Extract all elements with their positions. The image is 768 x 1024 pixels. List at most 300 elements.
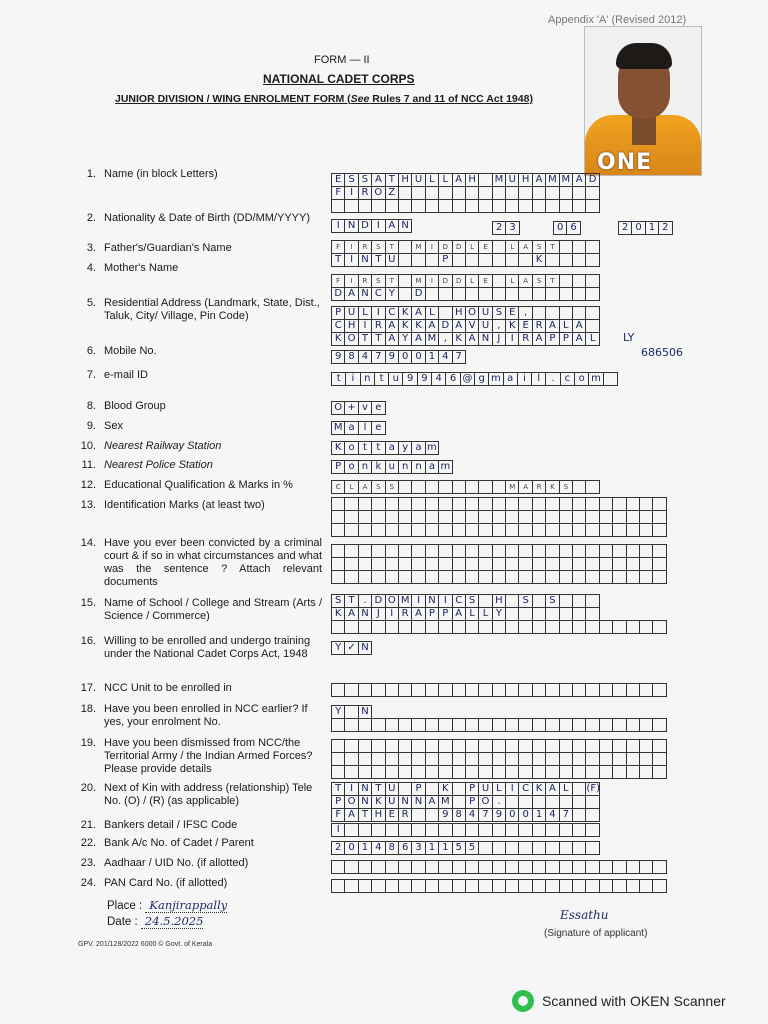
char-box[interactable] (612, 497, 626, 511)
char-box[interactable] (425, 570, 439, 584)
char-box[interactable] (559, 841, 573, 855)
char-box[interactable]: T (371, 332, 385, 346)
char-box[interactable]: A (545, 319, 559, 333)
char-box[interactable] (585, 752, 599, 766)
char-box[interactable]: 3 (411, 841, 425, 855)
char-box[interactable]: S (465, 594, 479, 608)
char-box[interactable]: 9 (385, 350, 399, 364)
char-box[interactable] (585, 620, 599, 634)
char-box[interactable]: I (385, 607, 399, 621)
char-box[interactable]: I (344, 253, 358, 267)
char-box[interactable] (505, 841, 519, 855)
char-box[interactable]: E (478, 240, 492, 254)
char-box[interactable]: T (545, 274, 559, 288)
char-box[interactable] (612, 739, 626, 753)
char-box[interactable] (465, 480, 479, 494)
char-box[interactable]: m (438, 460, 452, 474)
char-box[interactable] (344, 523, 358, 537)
char-box[interactable] (585, 497, 599, 511)
char-box[interactable] (465, 620, 479, 634)
char-box[interactable] (626, 739, 640, 753)
char-box[interactable] (572, 718, 586, 732)
char-box[interactable] (465, 523, 479, 537)
char-box[interactable]: , (438, 332, 452, 346)
char-box[interactable]: A (572, 173, 586, 187)
char-box[interactable] (358, 718, 372, 732)
char-box[interactable] (425, 480, 439, 494)
char-box[interactable]: @ (460, 372, 475, 386)
char-box[interactable] (639, 497, 653, 511)
char-box[interactable] (518, 607, 532, 621)
char-box[interactable]: S (532, 240, 546, 254)
char-box[interactable] (385, 497, 399, 511)
char-box[interactable] (532, 739, 546, 753)
char-box[interactable]: 4 (431, 372, 446, 386)
char-box[interactable]: H (398, 173, 412, 187)
char-box[interactable] (639, 510, 653, 524)
char-box[interactable] (559, 497, 573, 511)
char-box[interactable]: A (358, 480, 372, 494)
char-box[interactable] (478, 287, 492, 301)
char-box[interactable] (518, 497, 532, 511)
char-box[interactable]: S (518, 594, 532, 608)
char-box[interactable]: T (385, 173, 399, 187)
char-box[interactable] (532, 523, 546, 537)
char-box[interactable] (385, 718, 399, 732)
char-box[interactable]: A (518, 274, 532, 288)
char-box[interactable]: I (425, 240, 439, 254)
char-box[interactable]: K (532, 253, 546, 267)
char-box[interactable] (603, 372, 618, 386)
char-box[interactable] (331, 879, 345, 893)
char-box[interactable] (452, 782, 466, 796)
char-box[interactable] (411, 497, 425, 511)
char-box[interactable] (465, 752, 479, 766)
char-box[interactable] (452, 739, 466, 753)
char-box[interactable] (371, 860, 385, 874)
char-box[interactable]: R (532, 319, 546, 333)
char-box[interactable] (438, 186, 452, 200)
char-box[interactable]: I (344, 240, 358, 254)
char-box[interactable] (652, 570, 666, 584)
char-box[interactable]: P (331, 306, 345, 320)
char-box[interactable] (371, 557, 385, 571)
char-box[interactable]: A (532, 332, 546, 346)
char-box[interactable]: 7 (452, 350, 466, 364)
char-box[interactable]: F (331, 186, 345, 200)
char-box[interactable] (492, 739, 506, 753)
char-box[interactable] (532, 570, 546, 584)
char-box[interactable] (425, 879, 439, 893)
char-box[interactable] (545, 795, 559, 809)
char-box[interactable]: u (388, 372, 403, 386)
char-box[interactable]: 4 (371, 841, 385, 855)
char-box[interactable]: P (438, 253, 452, 267)
char-box[interactable] (626, 570, 640, 584)
char-box[interactable]: 7 (371, 350, 385, 364)
char-box[interactable] (626, 879, 640, 893)
char-box[interactable]: 2 (618, 221, 632, 235)
char-box[interactable] (358, 570, 372, 584)
char-box[interactable] (639, 718, 653, 732)
char-box[interactable]: c (560, 372, 575, 386)
char-box[interactable] (452, 823, 466, 837)
char-box[interactable] (452, 480, 466, 494)
char-box[interactable] (572, 510, 586, 524)
char-box[interactable] (585, 306, 599, 320)
char-box[interactable]: M (505, 480, 519, 494)
char-box[interactable] (532, 544, 546, 558)
char-box[interactable]: ✓ (344, 641, 358, 655)
char-box[interactable] (572, 557, 586, 571)
char-box[interactable] (465, 510, 479, 524)
char-box[interactable]: O (465, 306, 479, 320)
char-box[interactable]: H (371, 808, 385, 822)
char-box[interactable] (572, 570, 586, 584)
char-box[interactable]: T (371, 253, 385, 267)
char-box[interactable] (398, 240, 412, 254)
char-box[interactable] (559, 544, 573, 558)
char-box[interactable] (411, 253, 425, 267)
char-box[interactable]: M (411, 274, 425, 288)
char-box[interactable]: K (331, 332, 345, 346)
char-box[interactable] (344, 557, 358, 571)
char-box[interactable] (478, 480, 492, 494)
char-box[interactable] (398, 739, 412, 753)
char-box[interactable]: K (411, 319, 425, 333)
char-box[interactable]: e (371, 421, 385, 435)
char-box[interactable]: U (478, 782, 492, 796)
char-box[interactable] (599, 683, 613, 697)
char-box[interactable] (452, 510, 466, 524)
char-box[interactable] (652, 557, 666, 571)
char-box[interactable]: N (358, 795, 372, 809)
char-box[interactable] (411, 557, 425, 571)
char-box[interactable] (585, 240, 599, 254)
char-box[interactable] (585, 253, 599, 267)
char-box[interactable] (626, 752, 640, 766)
char-box[interactable] (532, 683, 546, 697)
char-box[interactable]: N (425, 594, 439, 608)
char-box[interactable] (505, 287, 519, 301)
char-box[interactable] (344, 510, 358, 524)
char-box[interactable]: t (358, 441, 372, 455)
char-box[interactable]: U (478, 306, 492, 320)
char-box[interactable] (398, 186, 412, 200)
char-box[interactable] (572, 795, 586, 809)
char-box[interactable] (344, 879, 358, 893)
char-box[interactable]: 0 (344, 841, 358, 855)
char-box[interactable]: D (452, 240, 466, 254)
place-value[interactable]: Kanjirappally (145, 898, 227, 913)
char-box[interactable]: 6 (566, 221, 580, 235)
char-box[interactable]: P (331, 460, 345, 474)
char-box[interactable] (545, 718, 559, 732)
char-box[interactable] (585, 765, 599, 779)
char-box[interactable]: 4 (358, 350, 372, 364)
char-box[interactable] (518, 544, 532, 558)
char-box[interactable] (385, 199, 399, 213)
char-box[interactable]: 0 (398, 350, 412, 364)
char-box[interactable]: Y (492, 607, 506, 621)
char-box[interactable] (518, 860, 532, 874)
char-box[interactable] (331, 497, 345, 511)
char-box[interactable]: U (344, 306, 358, 320)
char-box[interactable] (639, 879, 653, 893)
char-box[interactable]: A (452, 607, 466, 621)
char-box[interactable] (585, 879, 599, 893)
char-box[interactable] (572, 274, 586, 288)
char-box[interactable]: N (358, 287, 372, 301)
char-box[interactable] (545, 841, 559, 855)
char-box[interactable]: F (331, 274, 345, 288)
char-box[interactable] (425, 510, 439, 524)
char-box[interactable]: O (331, 401, 345, 415)
char-box[interactable] (371, 497, 385, 511)
char-box[interactable] (585, 683, 599, 697)
char-box[interactable] (518, 795, 532, 809)
char-box[interactable] (612, 523, 626, 537)
char-box[interactable]: A (344, 287, 358, 301)
char-box[interactable]: D (438, 319, 452, 333)
char-box[interactable] (559, 823, 573, 837)
char-box[interactable]: o (344, 441, 358, 455)
char-box[interactable] (478, 253, 492, 267)
char-box[interactable] (492, 274, 506, 288)
char-box[interactable] (585, 557, 599, 571)
char-box[interactable] (652, 765, 666, 779)
char-box[interactable] (518, 752, 532, 766)
char-box[interactable] (559, 795, 573, 809)
char-box[interactable] (438, 752, 452, 766)
char-box[interactable]: A (425, 795, 439, 809)
char-box[interactable] (532, 823, 546, 837)
char-box[interactable]: K (331, 441, 345, 455)
char-box[interactable] (505, 570, 519, 584)
char-box[interactable] (572, 620, 586, 634)
char-box[interactable] (452, 795, 466, 809)
char-box[interactable] (559, 620, 573, 634)
char-box[interactable] (438, 620, 452, 634)
char-box[interactable] (478, 570, 492, 584)
char-box[interactable]: 6 (445, 372, 460, 386)
char-box[interactable]: K (545, 480, 559, 494)
char-box[interactable]: S (492, 306, 506, 320)
char-box[interactable] (585, 186, 599, 200)
char-box[interactable] (398, 620, 412, 634)
char-box[interactable]: 5 (465, 841, 479, 855)
char-box[interactable]: o (574, 372, 589, 386)
char-box[interactable] (344, 718, 358, 732)
char-box[interactable] (452, 199, 466, 213)
char-box[interactable] (559, 718, 573, 732)
char-box[interactable]: R (358, 186, 372, 200)
char-box[interactable]: A (411, 332, 425, 346)
char-box[interactable] (518, 523, 532, 537)
char-box[interactable] (465, 739, 479, 753)
char-box[interactable] (532, 765, 546, 779)
char-box[interactable]: S (358, 173, 372, 187)
char-box[interactable] (344, 544, 358, 558)
char-box[interactable]: I (331, 823, 345, 837)
char-box[interactable]: L (425, 173, 439, 187)
char-box[interactable] (371, 765, 385, 779)
char-box[interactable] (599, 497, 613, 511)
char-box[interactable] (465, 497, 479, 511)
char-box[interactable]: Y (331, 641, 345, 655)
char-box[interactable] (532, 841, 546, 855)
char-box[interactable] (545, 523, 559, 537)
char-box[interactable] (505, 765, 519, 779)
char-box[interactable] (438, 860, 452, 874)
char-box[interactable]: S (371, 274, 385, 288)
char-box[interactable] (572, 497, 586, 511)
char-box[interactable] (652, 718, 666, 732)
char-box[interactable] (626, 860, 640, 874)
char-box[interactable]: A (532, 173, 546, 187)
char-box[interactable] (652, 497, 666, 511)
char-box[interactable] (478, 199, 492, 213)
char-box[interactable] (505, 199, 519, 213)
char-box[interactable]: S (385, 480, 399, 494)
char-box[interactable] (492, 557, 506, 571)
char-box[interactable] (398, 557, 412, 571)
char-box[interactable] (545, 607, 559, 621)
char-box[interactable] (492, 570, 506, 584)
char-box[interactable]: M (398, 594, 412, 608)
char-box[interactable]: L (465, 240, 479, 254)
char-box[interactable] (452, 879, 466, 893)
char-box[interactable]: L (344, 480, 358, 494)
char-box[interactable]: t (374, 372, 389, 386)
char-box[interactable] (572, 240, 586, 254)
char-box[interactable] (358, 739, 372, 753)
char-box[interactable]: 1 (425, 350, 439, 364)
char-box[interactable]: U (411, 173, 425, 187)
char-box[interactable]: a (411, 441, 425, 455)
char-box[interactable] (478, 186, 492, 200)
char-box[interactable]: T (545, 240, 559, 254)
char-box[interactable]: E (505, 306, 519, 320)
char-box[interactable]: T (385, 274, 399, 288)
char-box[interactable]: M (425, 332, 439, 346)
char-box[interactable] (612, 860, 626, 874)
char-box[interactable] (585, 795, 599, 809)
char-box[interactable]: L (559, 319, 573, 333)
char-box[interactable] (532, 557, 546, 571)
char-box[interactable]: I (371, 219, 385, 233)
char-box[interactable] (585, 480, 599, 494)
char-box[interactable] (331, 199, 345, 213)
char-box[interactable] (572, 253, 586, 267)
char-box[interactable]: L (438, 173, 452, 187)
char-box[interactable]: C (385, 306, 399, 320)
char-box[interactable]: K (398, 319, 412, 333)
char-box[interactable] (572, 739, 586, 753)
char-box[interactable] (518, 570, 532, 584)
char-box[interactable] (438, 544, 452, 558)
char-box[interactable] (492, 199, 506, 213)
char-box[interactable]: l (358, 421, 372, 435)
char-box[interactable] (532, 306, 546, 320)
char-box[interactable] (639, 683, 653, 697)
char-box[interactable]: N (358, 782, 372, 796)
char-box[interactable]: I (438, 594, 452, 608)
char-box[interactable] (478, 860, 492, 874)
char-box[interactable] (358, 557, 372, 571)
char-box[interactable] (452, 752, 466, 766)
char-box[interactable] (331, 718, 345, 732)
char-box[interactable]: m (588, 372, 603, 386)
char-box[interactable] (518, 879, 532, 893)
char-box[interactable] (438, 523, 452, 537)
char-box[interactable] (411, 186, 425, 200)
char-box[interactable]: I (411, 594, 425, 608)
char-box[interactable] (612, 544, 626, 558)
char-box[interactable] (532, 497, 546, 511)
char-box[interactable] (639, 860, 653, 874)
char-box[interactable] (612, 557, 626, 571)
char-box[interactable]: L (465, 274, 479, 288)
char-box[interactable]: U (505, 173, 519, 187)
char-box[interactable]: E (478, 274, 492, 288)
char-box[interactable] (385, 739, 399, 753)
char-box[interactable]: 9 (417, 372, 432, 386)
char-box[interactable]: T (344, 594, 358, 608)
char-box[interactable] (344, 683, 358, 697)
char-box[interactable]: I (425, 274, 439, 288)
char-box[interactable] (465, 186, 479, 200)
char-box[interactable]: K (398, 306, 412, 320)
char-box[interactable]: P (438, 607, 452, 621)
char-box[interactable] (358, 510, 372, 524)
char-box[interactable] (559, 594, 573, 608)
char-box[interactable] (505, 795, 519, 809)
char-box[interactable] (532, 199, 546, 213)
char-box[interactable] (331, 510, 345, 524)
char-box[interactable]: A (452, 173, 466, 187)
char-box[interactable] (639, 752, 653, 766)
char-box[interactable]: H (492, 594, 506, 608)
char-box[interactable] (572, 607, 586, 621)
char-box[interactable] (545, 765, 559, 779)
char-box[interactable]: D (371, 594, 385, 608)
char-box[interactable] (559, 683, 573, 697)
char-box[interactable] (411, 718, 425, 732)
char-box[interactable] (492, 480, 506, 494)
char-box[interactable] (385, 557, 399, 571)
char-box[interactable] (398, 683, 412, 697)
char-box[interactable] (358, 879, 372, 893)
char-box[interactable]: C (452, 594, 466, 608)
char-box[interactable] (505, 497, 519, 511)
char-box[interactable] (331, 739, 345, 753)
char-box[interactable]: I (331, 219, 345, 233)
char-box[interactable]: n (360, 372, 375, 386)
char-box[interactable] (505, 860, 519, 874)
char-box[interactable]: T (331, 782, 345, 796)
char-box[interactable]: a (503, 372, 518, 386)
char-box[interactable] (452, 544, 466, 558)
char-box[interactable] (545, 199, 559, 213)
char-box[interactable] (452, 557, 466, 571)
char-box[interactable]: l (531, 372, 546, 386)
char-box[interactable] (585, 808, 599, 822)
char-box[interactable] (331, 557, 345, 571)
char-box[interactable]: 0 (553, 221, 567, 235)
char-box[interactable] (572, 199, 586, 213)
char-box[interactable]: A (411, 306, 425, 320)
